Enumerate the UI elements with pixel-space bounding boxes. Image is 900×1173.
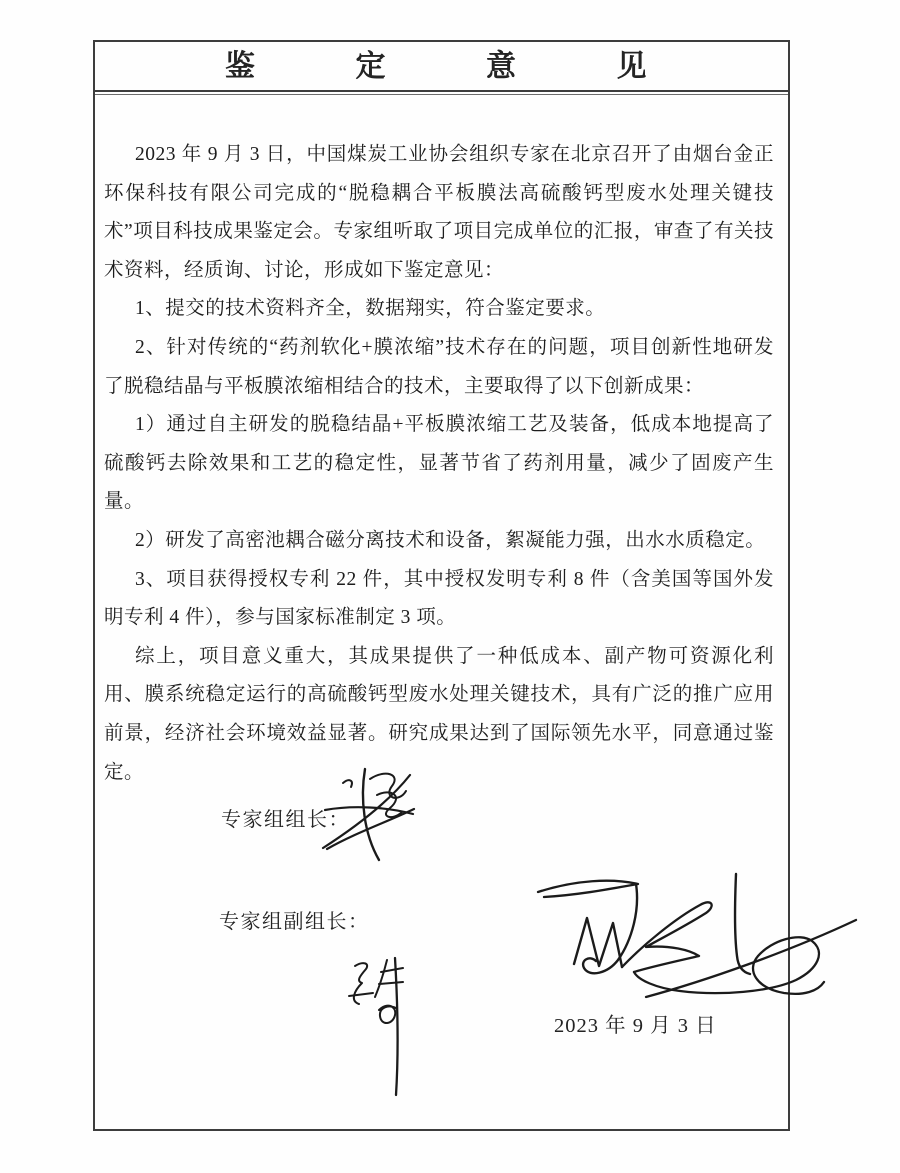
title-divider-line bbox=[95, 94, 788, 95]
paragraph-achievement-1: 1）通过自主研发的脱稳结晶+平板膜浓缩工艺及装备，低成本地提高了硫酸钙去除效果和工艺的稳定性，显著节省了药剂用量，减少了固废产生量。 bbox=[104, 414, 774, 513]
document-border-frame bbox=[93, 40, 790, 1131]
document-body bbox=[104, 136, 774, 792]
paragraph-item-3: 3、项目获得授权专利 22 件，其中授权发明专利 8 件（含美国等国外发明专利 4 件），参与国家标准制定 3 项。 bbox=[104, 568, 774, 629]
paragraph-conclusion: 综上，项目意义重大，其成果提供了一种低成本、副产物可资源化利用、膜系统稳定运行的高硫酸钙型废水处理关键技术，具有广泛的推广应用前景，经济社会环境效益显著。研究成果达到了国际领先水平，同意通过鉴定。 bbox=[104, 645, 774, 783]
paragraph-achievement-2: 2）研发了高密池耦合磁分离技术和设备，絮凝能力强，出水水质稳定。 bbox=[135, 529, 766, 551]
document-title: 鉴定意见 bbox=[225, 50, 747, 83]
deputy-expert-signature bbox=[345, 952, 407, 1142]
chief-expert-signature bbox=[315, 764, 420, 879]
deputy-expert-label: 专家组副组长： bbox=[219, 911, 370, 933]
document-date: 2023 年 9 月 3 日 bbox=[554, 1015, 717, 1037]
paragraph-item-1: 1、提交的技术资料齐全，数据翔实，符合鉴定要求。 bbox=[135, 298, 606, 320]
paragraph-item-2: 2、针对传统的“药剂软化+膜浓缩”技术存在的问题，项目创新性地研发了脱稳结晶与平板膜浓缩相结合的技术，主要取得了以下创新成果： bbox=[104, 336, 774, 397]
chief-expert-label: 专家组组长： bbox=[221, 809, 350, 831]
paragraph-meeting-intro: 2023 年 9 月 3 日，中国煤炭工业协会组织专家在北京召开了由烟台金正环保科技有限公司完成的“脱稳耦合平板膜法高硫酸钙型废水处理关键技术”项目科技成果鉴定会。专家组听取了项目完成单位的汇报，审查了有关技术资料，经质询、讨论，形成如下鉴定意见： bbox=[104, 144, 774, 281]
title-row bbox=[95, 42, 788, 92]
